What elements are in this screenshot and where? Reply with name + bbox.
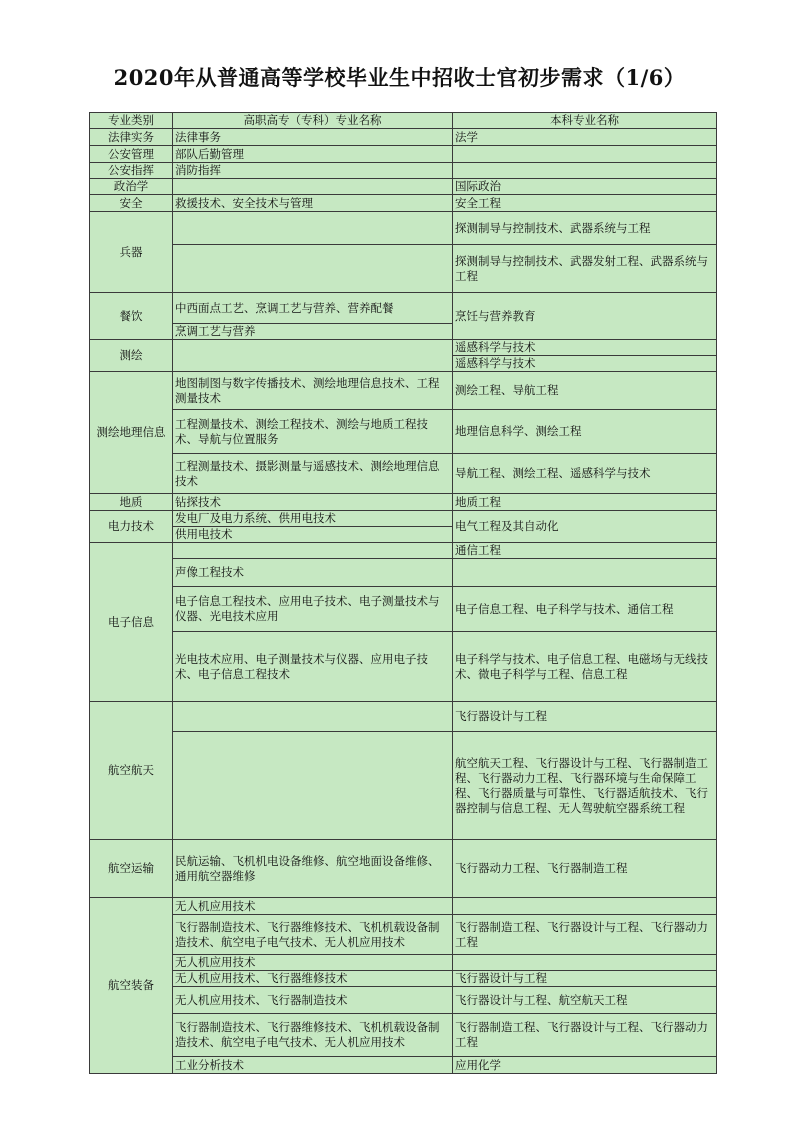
- undergraduate-cell: 导航工程、测绘工程、遥感科学与技术: [453, 454, 717, 494]
- undergraduate-cell: 飞行器设计与工程、航空航天工程: [453, 987, 717, 1014]
- undergraduate-cell: 电子科学与技术、电子信息工程、电磁场与无线技术、微电子科学与工程、信息工程: [453, 632, 717, 702]
- undergraduate-cell: 测绘工程、导航工程: [453, 372, 717, 410]
- undergraduate-cell: [453, 163, 717, 179]
- vocational-cell: 救援技术、安全技术与管理: [173, 195, 453, 212]
- vocational-cell: 无人机应用技术: [173, 955, 453, 971]
- category-cell: 地质: [90, 494, 173, 511]
- undergraduate-cell: 航空航天工程、飞行器设计与工程、飞行器制造工程、飞行器动力工程、飞行器环境与生命保障工程、飞行器质量与可靠性、飞行器适航技术、飞行器控制与信息工程、无人驾驶航空器系统工程: [453, 732, 717, 840]
- undergraduate-cell: 飞行器制造工程、飞行器设计与工程、飞行器动力工程: [453, 1014, 717, 1057]
- vocational-cell: 消防指挥: [173, 163, 453, 179]
- vocational-cell: 无人机应用技术: [173, 898, 453, 915]
- vocational-cell: 光电技术应用、电子测量技术与仪器、应用电子技术、电子信息工程技术: [173, 632, 453, 702]
- category-cell: 公安管理: [90, 146, 173, 163]
- category-cell: 电子信息: [90, 543, 173, 702]
- vocational-cell: 法律事务: [173, 129, 453, 146]
- table-row: [90, 587, 717, 632]
- category-cell: 航空运输: [90, 840, 173, 898]
- table-row: [90, 340, 717, 356]
- table-row: [90, 372, 717, 410]
- table-header-row: [90, 113, 717, 129]
- category-cell: 安全: [90, 195, 173, 212]
- table-row: [90, 1057, 717, 1074]
- vocational-cell: 民航运输、飞机机电设备维修、航空地面设备维修、通用航空器维修: [173, 840, 453, 898]
- page-title: 2020年从普通高等学校毕业生中招收士官初步需求（1/6）: [113, 65, 686, 90]
- undergraduate-cell: 地质工程: [453, 494, 717, 511]
- category-cell: 电力技术: [90, 511, 173, 543]
- undergraduate-cell: 地理信息科学、测绘工程: [453, 410, 717, 454]
- table-row: [90, 129, 717, 146]
- vocational-cell: 工业分析技术: [173, 1057, 453, 1074]
- header-undergraduate: 本科专业名称: [453, 113, 717, 129]
- vocational-cell: [173, 212, 453, 245]
- category-cell: 测绘: [90, 340, 173, 372]
- undergraduate-cell: 飞行器设计与工程: [453, 702, 717, 732]
- table-row: [90, 971, 717, 987]
- vocational-cell: 供用电技术: [173, 527, 453, 543]
- undergraduate-cell: [453, 955, 717, 971]
- vocational-cell: 声像工程技术: [173, 559, 453, 587]
- table-row: [90, 898, 717, 915]
- table-row: [90, 179, 717, 195]
- undergraduate-cell: 飞行器制造工程、飞行器设计与工程、飞行器动力工程: [453, 915, 717, 955]
- table-row: [90, 915, 717, 955]
- undergraduate-cell: 安全工程: [453, 195, 717, 212]
- header-vocational: 高职高专（专科）专业名称: [173, 113, 453, 129]
- undergraduate-cell: 电子信息工程、电子科学与技术、通信工程: [453, 587, 717, 632]
- undergraduate-cell: 遥感科学与技术: [453, 356, 717, 372]
- vocational-cell: [173, 179, 453, 195]
- category-cell: 兵器: [90, 212, 173, 293]
- vocational-cell: 电子信息工程技术、应用电子技术、电子测量技术与仪器、光电技术应用: [173, 587, 453, 632]
- undergraduate-cell: [453, 146, 717, 163]
- vocational-cell: 工程测量技术、摄影测量与遥感技术、测绘地理信息技术: [173, 454, 453, 494]
- table-row: [90, 195, 717, 212]
- vocational-cell: 部队后勤管理: [173, 146, 453, 163]
- table-row: [90, 511, 717, 527]
- vocational-cell: 飞行器制造技术、飞行器维修技术、飞机机载设备制造技术、航空电子电气技术、无人机应用技术: [173, 915, 453, 955]
- vocational-cell: [173, 543, 453, 559]
- table-row: [90, 840, 717, 898]
- vocational-cell: [173, 732, 453, 840]
- table-row: [90, 212, 717, 245]
- undergraduate-cell: 探测制导与控制技术、武器发射工程、武器系统与工程: [453, 245, 717, 293]
- undergraduate-cell: 通信工程: [453, 543, 717, 559]
- category-cell: 餐饮: [90, 293, 173, 340]
- undergraduate-cell: 探测制导与控制技术、武器系统与工程: [453, 212, 717, 245]
- category-cell: 政治学: [90, 179, 173, 195]
- category-cell: 公安指挥: [90, 163, 173, 179]
- requirements-table: [89, 112, 717, 1074]
- category-cell: 航空航天: [90, 702, 173, 840]
- undergraduate-cell: 电气工程及其自动化: [453, 511, 717, 543]
- vocational-cell: [173, 702, 453, 732]
- header-category: 专业类别: [90, 113, 173, 129]
- undergraduate-cell: 烹饪与营养教育: [453, 293, 717, 340]
- category-cell: 航空装备: [90, 898, 173, 1074]
- undergraduate-cell: 飞行器动力工程、飞行器制造工程: [453, 840, 717, 898]
- category-cell: 法律实务: [90, 129, 173, 146]
- table-row: [90, 702, 717, 732]
- table-row: [90, 245, 717, 293]
- table-row: [90, 146, 717, 163]
- table-row: [90, 410, 717, 454]
- undergraduate-cell: 国际政治: [453, 179, 717, 195]
- undergraduate-cell: [453, 559, 717, 587]
- vocational-cell: 地图制图与数字传播技术、测绘地理信息技术、工程测量技术: [173, 372, 453, 410]
- table-row: [90, 1014, 717, 1057]
- table-row: [90, 494, 717, 511]
- vocational-cell: [173, 340, 453, 372]
- category-cell: 测绘地理信息: [90, 372, 173, 494]
- table-row: [90, 987, 717, 1014]
- table-row: [90, 163, 717, 179]
- table-row: [90, 454, 717, 494]
- vocational-cell: 中西面点工艺、烹调工艺与营养、营养配餐: [173, 293, 453, 324]
- vocational-cell: 无人机应用技术、飞行器维修技术: [173, 971, 453, 987]
- table-row: [90, 955, 717, 971]
- vocational-cell: 烹调工艺与营养: [173, 324, 453, 340]
- vocational-cell: 工程测量技术、测绘工程技术、测绘与地质工程技术、导航与位置服务: [173, 410, 453, 454]
- undergraduate-cell: 应用化学: [453, 1057, 717, 1074]
- undergraduate-cell: 法学: [453, 129, 717, 146]
- vocational-cell: [173, 245, 453, 293]
- table-row: [90, 732, 717, 840]
- undergraduate-cell: 飞行器设计与工程: [453, 971, 717, 987]
- undergraduate-cell: 遥感科学与技术: [453, 340, 717, 356]
- vocational-cell: 发电厂及电力系统、供用电技术: [173, 511, 453, 527]
- vocational-cell: 钻探技术: [173, 494, 453, 511]
- table-row: [90, 543, 717, 559]
- table-row: [90, 293, 717, 324]
- table-row: [90, 559, 717, 587]
- vocational-cell: 无人机应用技术、飞行器制造技术: [173, 987, 453, 1014]
- vocational-cell: 飞行器制造技术、飞行器维修技术、飞机机载设备制造技术、航空电子电气技术、无人机应用技术: [173, 1014, 453, 1057]
- table-row: [90, 632, 717, 702]
- undergraduate-cell: [453, 898, 717, 915]
